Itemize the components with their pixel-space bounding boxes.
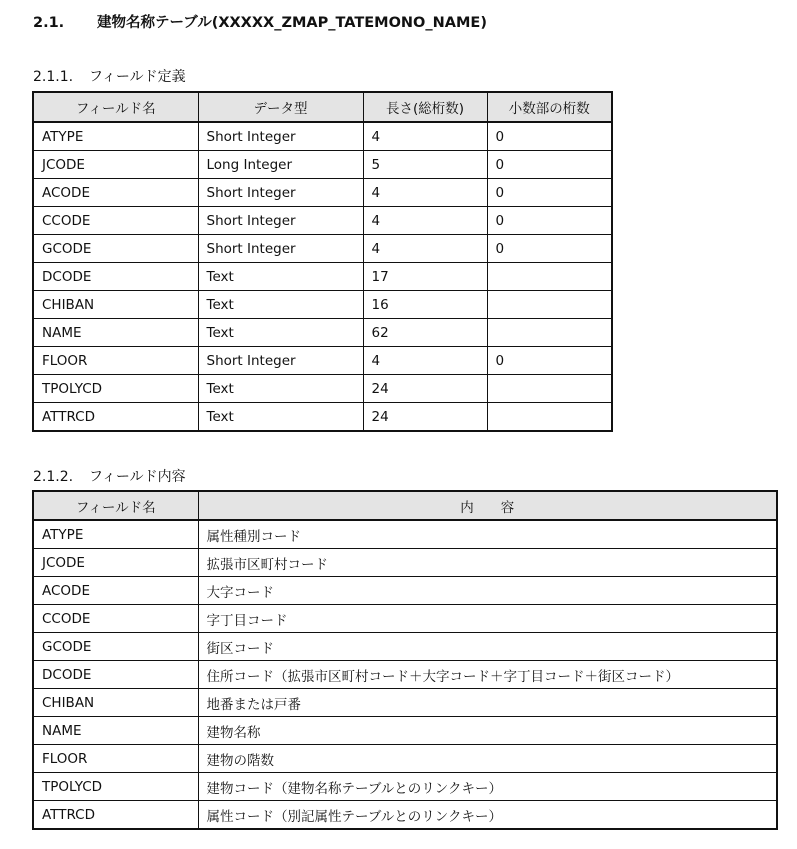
field-name-cell: ACODE	[33, 179, 198, 207]
data-type-cell: Text	[198, 291, 363, 319]
table-row	[33, 801, 777, 830]
table-row	[33, 689, 777, 717]
data-type-cell: Text	[198, 375, 363, 403]
data-type-cell: Short Integer	[198, 179, 363, 207]
length-cell: 4	[363, 347, 487, 375]
description-cell: 属性種別コード	[198, 520, 777, 549]
field-name-cell: JCODE	[33, 549, 198, 577]
description-cell: 属性コード（別記属性テーブルとのリンクキー）	[198, 801, 777, 830]
field-name-cell: ATTRCD	[33, 801, 198, 830]
field-name-cell: ATYPE	[33, 122, 198, 151]
table-row	[33, 520, 777, 549]
table-header-row	[33, 92, 612, 122]
field-name-cell: FLOOR	[33, 745, 198, 773]
decimal-digits-cell	[487, 375, 612, 403]
column-header: 小数部の桁数	[487, 92, 612, 122]
length-cell: 16	[363, 291, 487, 319]
length-cell: 24	[363, 403, 487, 432]
table-header-row	[33, 491, 777, 520]
decimal-digits-cell: 0	[487, 235, 612, 263]
decimal-digits-cell: 0	[487, 151, 612, 179]
field-name-cell: DCODE	[33, 263, 198, 291]
decimal-digits-cell: 0	[487, 207, 612, 235]
table-row	[33, 122, 612, 151]
decimal-digits-cell: 0	[487, 122, 612, 151]
data-type-cell: Short Integer	[198, 235, 363, 263]
decimal-digits-cell	[487, 319, 612, 347]
description-cell: 建物の階数	[198, 745, 777, 773]
length-cell: 5	[363, 151, 487, 179]
section-title: 建物名称テーブル(XXXXX_ZMAP_TATEMONO_NAME)	[97, 15, 487, 31]
field-name-cell: ATYPE	[33, 520, 198, 549]
length-cell: 4	[363, 122, 487, 151]
field-name-cell: TPOLYCD	[33, 375, 198, 403]
table-row	[33, 717, 777, 745]
definition-title: フィールド定義	[89, 69, 186, 85]
field-name-cell: JCODE	[33, 151, 198, 179]
field-name-cell: CCODE	[33, 207, 198, 235]
field-name-cell: CHIBAN	[33, 291, 198, 319]
table-row	[33, 745, 777, 773]
description-cell: 字丁目コード	[198, 605, 777, 633]
table-row	[33, 291, 612, 319]
table-row	[33, 375, 612, 403]
length-cell: 17	[363, 263, 487, 291]
field-name-cell: NAME	[33, 717, 198, 745]
decimal-digits-cell	[487, 403, 612, 432]
section-number: 2.1.	[33, 15, 65, 31]
table-row	[33, 235, 612, 263]
content-heading	[33, 466, 186, 486]
field-name-cell: CHIBAN	[33, 689, 198, 717]
decimal-digits-cell: 0	[487, 179, 612, 207]
length-cell: 62	[363, 319, 487, 347]
description-cell: 建物名称	[198, 717, 777, 745]
description-cell: 大字コード	[198, 577, 777, 605]
description-cell: 街区コード	[198, 633, 777, 661]
data-type-cell: Text	[198, 403, 363, 432]
field-content-table	[32, 490, 778, 830]
data-type-cell: Short Integer	[198, 207, 363, 235]
column-header: データ型	[198, 92, 363, 122]
section-heading	[33, 11, 487, 32]
field-name-cell: ACODE	[33, 577, 198, 605]
column-header: 内 容	[198, 491, 777, 520]
field-name-cell: DCODE	[33, 661, 198, 689]
field-name-cell: ATTRCD	[33, 403, 198, 432]
definition-number: 2.1.1.	[33, 69, 74, 85]
field-name-cell: CCODE	[33, 605, 198, 633]
column-header: 長さ(総桁数)	[363, 92, 487, 122]
length-cell: 4	[363, 235, 487, 263]
table-row	[33, 577, 777, 605]
description-cell: 拡張市区町村コード	[198, 549, 777, 577]
table-row	[33, 661, 777, 689]
data-type-cell: Long Integer	[198, 151, 363, 179]
description-cell: 建物コード（建物名称テーブルとのリンクキー）	[198, 773, 777, 801]
field-name-cell: TPOLYCD	[33, 773, 198, 801]
decimal-digits-cell	[487, 263, 612, 291]
table-row	[33, 633, 777, 661]
table-row	[33, 605, 777, 633]
table-row	[33, 773, 777, 801]
description-cell: 住所コード（拡張市区町村コード＋大字コード＋字丁目コード＋街区コード）	[198, 661, 777, 689]
decimal-digits-cell	[487, 291, 612, 319]
data-type-cell: Text	[198, 319, 363, 347]
table-row	[33, 151, 612, 179]
table-row	[33, 179, 612, 207]
data-type-cell: Short Integer	[198, 122, 363, 151]
table-row	[33, 549, 777, 577]
field-name-cell: NAME	[33, 319, 198, 347]
table-row	[33, 207, 612, 235]
field-name-cell: FLOOR	[33, 347, 198, 375]
table-row	[33, 263, 612, 291]
decimal-digits-cell: 0	[487, 347, 612, 375]
data-type-cell: Text	[198, 263, 363, 291]
definition-heading	[33, 66, 186, 86]
table-row	[33, 319, 612, 347]
field-name-cell: GCODE	[33, 633, 198, 661]
table-row	[33, 403, 612, 432]
column-header: フィールド名	[33, 92, 198, 122]
field-name-cell: GCODE	[33, 235, 198, 263]
data-type-cell: Short Integer	[198, 347, 363, 375]
table-row	[33, 347, 612, 375]
content-number: 2.1.2.	[33, 469, 74, 485]
length-cell: 4	[363, 179, 487, 207]
length-cell: 4	[363, 207, 487, 235]
length-cell: 24	[363, 375, 487, 403]
field-definition-table	[32, 91, 613, 432]
content-title: フィールド内容	[89, 469, 186, 485]
description-cell: 地番または戸番	[198, 689, 777, 717]
column-header: フィールド名	[33, 491, 198, 520]
